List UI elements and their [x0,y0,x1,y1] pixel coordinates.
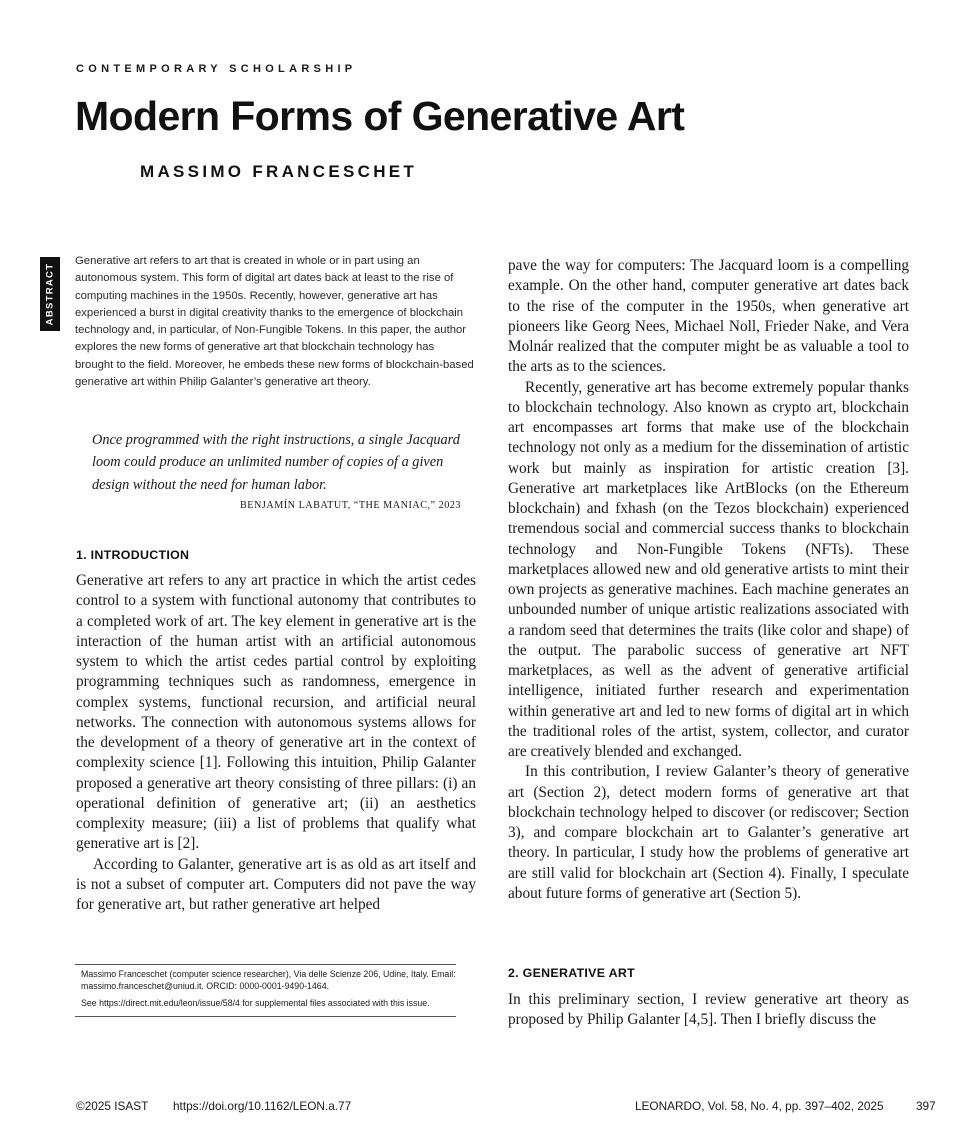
paragraph: pave the way for computers: The Jacquard loom is a compelling example. On the other hand, computer generative art dates back to the rise of the computer in the 1950s, when generative art pioneers like Georg Nees, Michael Noll, Frieder Nake, and Vera Molnár realized that the computer might be as valuable a tool to the arts as to the sciences. [508,257,909,376]
section-label: CONTEMPORARY SCHOLARSHIP [76,63,357,75]
article-title: Modern Forms of Generative Art [75,93,685,139]
abstract-tab [40,257,60,331]
section-heading-introduction: 1. INTRODUCTION [76,548,190,562]
author-affiliation-note: Massimo Franceschet (computer science researcher), Via delle Scienze 206, Udine, Italy. Email: massimo.franceschet@uniud.it. ORCID: 0000-0001-9490-1464. [81,969,456,991]
epigraph-source: BENJAMÍN LABATUT, “THE MANIAC,” 2023 [240,500,461,511]
paragraph: Recently, generative art has become extremely popular thanks to blockchain technology. Also known as crypto art, blockchain art encompasses art forms that make use of the blockchain technology not only as a medium for the dissemination of artistic work but mainly as inspiration for artistic creation [3]. Generative art marketplaces like ArtBlocks (on the Ethereum blockchain) and fxhash (on the Tezos blockchain) experienced tremendous social and commercial success thanks to blockchain technology and Non-Fungible Tokens (NFTs). These marketplaces allowed new and old generative artists to mint their own projects as generative machines. Each machine generates an unbounded number of unique artistic realizations associated with a random seed that determines the traits (like color and shape) of the output. The parabolic success of generative art NFT marketplaces, as well as the advent of generative artificial intelligence, initiated further research and experimentation within generative art and led to new forms of digital art in which the traditional roles of the artist, system, collector, and curator are creatively blended and exchanged. [508,378,909,760]
footnote-box [75,964,456,1017]
page-number: 397 [916,1099,936,1113]
paragraph: In this preliminary section, I review generative art theory as proposed by Philip Galanter [4,5]. Then I briefly discuss the [508,991,909,1029]
paragraph: According to Galanter, generative art is as old as art itself and is not a subset of computer art. Computers did not pave the way for generative art, but rather generative art helped [76,855,476,913]
supplemental-files-note: See https://direct.mit.edu/leon/issue/58/4 for supplemental files associated with this issue. [81,998,430,1009]
right-column-body-2 [508,990,909,1031]
epigraph-quote: Once programmed with the right instructions, a single Jacquard loom could produce an unlimited number of copies of a given design without the need for human labor. [92,432,460,493]
footer-doi-link[interactable]: https://doi.org/10.1162/LEON.a.77 [173,1099,352,1113]
paragraph: In this contribution, I review Galanter’s theory of generative art (Section 2), detect modern forms of generative art that blockchain technology helped to discover (or rediscover; Section 3), and compare blockchain art to Galanter’s generative art theory. In particular, I study how the problems of generative art are still valid for blockchain art (Section 4). Finally, I speculate about future forms of generative art (Section 5). [508,763,909,902]
section-heading-generative-art: 2. GENERATIVE ART [508,966,635,980]
left-column-body [76,571,476,915]
paragraph: Generative art refers to any art practice in which the artist cedes control to a system with functional autonomy that contributes to a completed work of art. The key element in generative art is the interaction of the human artist with an artificial autonomous system to which the artist cedes partial control by exploiting programming techniques such as randomness, emergence in complex systems, functional recursion, and artificial neural networks. The connection with autonomous systems allows for the development of a theory of generative art in the context of complexity science [1]. Following this intuition, Philip Galanter proposed a generative art theory consisting of three pillars: (i) an operational definition of generative art; (ii) an aesthetics complexity measure; (iii) a list of problems that qualify what generative art is [2]. [76,572,476,853]
footer-journal-citation: LEONARDO, Vol. 58, No. 4, pp. 397–402, 2025 [635,1099,884,1113]
abstract-text: Generative art refers to art that is created in whole or in part using an autonomous system. This form of digital art dates back at least to the rise of computing machines in the 1950s. Recently, however, generative art has experienced a burst in digital creativity thanks to the emergence of blockchain technology and, in particular, of Non-Fungible Tokens. In this paper, the author explores the new forms of generative art that blockchain technology has brought to the field. Moreover, he embeds these new forms of blockchain-based generative art within Philip Galanter’s generative art theory. [75,255,474,389]
right-column-body [508,256,909,904]
author-name: MASSIMO FRANCESCHET [140,162,418,181]
abstract-tab-label: ABSTRACT [44,262,56,326]
footer-copyright: ©2025 ISAST [76,1099,149,1113]
